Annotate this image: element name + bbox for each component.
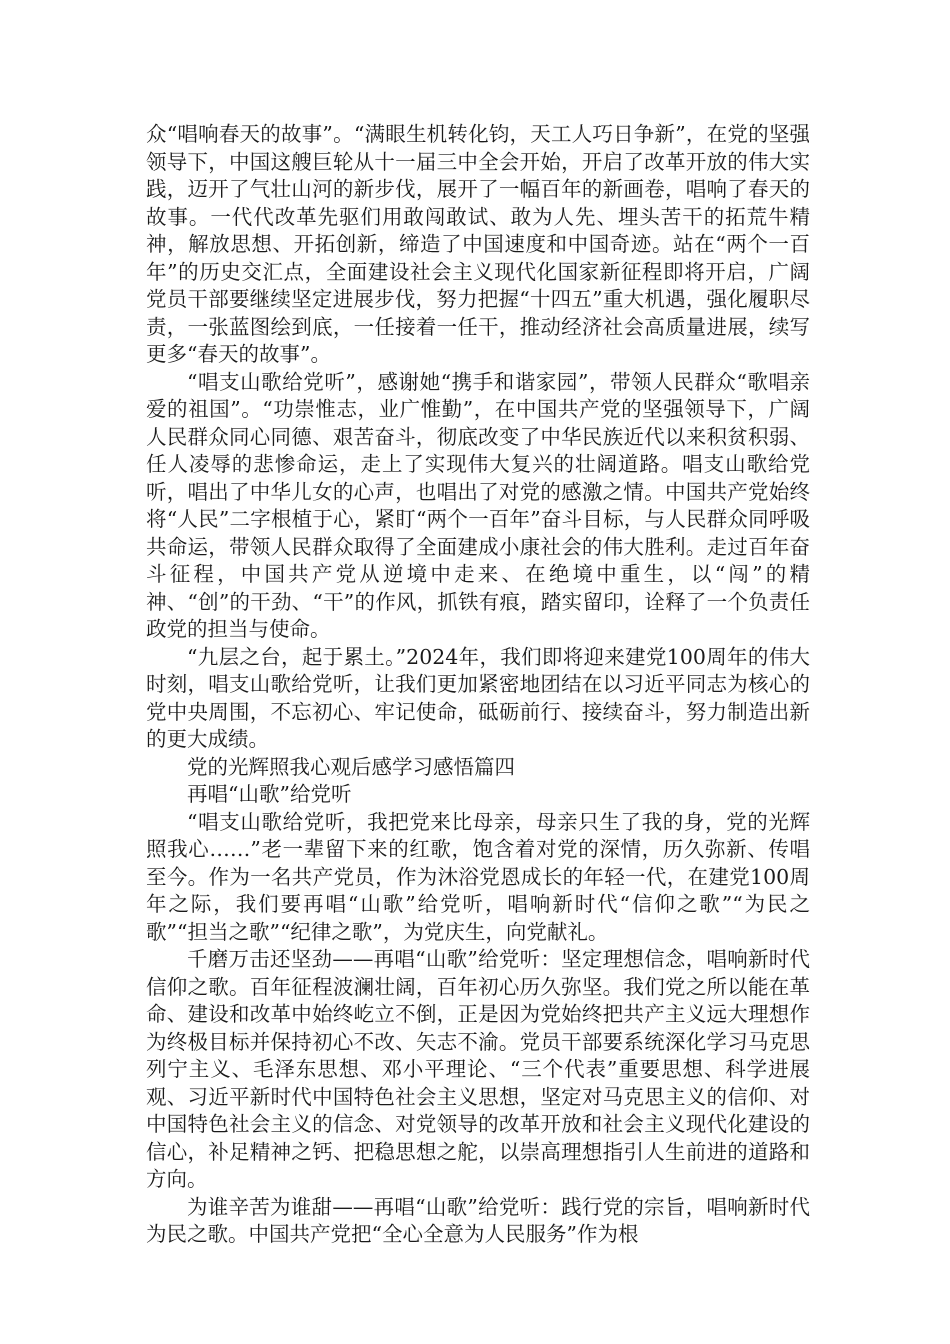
body-paragraph: “九层之台，起于累土。”2024年，我们即将迎来建党100周年的伟大时刻，唱支山歌给党听，让我们更加紧密地团结在以习近平同志为核心的党中央周围，不忘初心、牢记使命，砥砺前行、接续奋斗，努力制造出新的更大成绩。 xyxy=(146,644,810,751)
section-subtitle: 再唱“山歌”给党听 xyxy=(187,782,352,806)
body-paragraph: “唱支山歌给党听”，感谢她“携手和谐家园”，带领人民群众“歌唱亲爱的祖国”。“功崇惟志，业广惟勤”，在中国共产党的坚强领导下，广阔人民群众同心同德、艰苦奋斗，彻底改变了中华民族近代以来积贫积弱、任人凌辱的悲惨命运，走上了实现伟大复兴的壮阔道路。唱支山歌给党听，唱出了中华儿女的心声，也唱出了对党的感激之情。中国共产党始终将“人民”二字根植于心，紧盯“两个一百年”奋斗目标，与人民群众同呼吸共命运，带领人民群众取得了全面建成小康社会的伟大胜利。走过百年奋斗征程，中国共产党从逆境中走来、在绝境中重生，以“闯”的精神、“创”的干劲、“干”的作风，抓铁有痕，踏实留印，诠释了一个负责任政党的担当与使命。 xyxy=(146,369,810,641)
body-paragraph: 为谁辛苦为谁甜——再唱“山歌”给党听：践行党的宗旨，唱响新时代为民之歌。中国共产党把“全心全意为人民服务”作为根 xyxy=(146,1194,810,1246)
body-paragraph: 众“唱响春天的故事”。“满眼生机转化钧，天工人巧日争新”，在党的坚强领导下，中国这艘巨轮从十一届三中全会开始，开启了改革开放的伟大实践，迈开了气壮山河的新步伐，展开了一幅百年的新画卷，唱响了春天的故事。一代代改革先驱们用敢闯敢试、敢为人先、埋头苦干的拓荒牛精神，解放思想、开拓创新，缔造了中国速度和中国奇迹。站在“两个一百年”的历史交汇点，全面建设社会主义现代化国家新征程即将开启，广阔党员干部要继续坚定进展步伐，努力把握“十四五”重大机遇，强化履职尽责，一张蓝图绘到底，一任接着一任干，推动经济社会高质量进展，续写更多“春天的故事”。 xyxy=(146,122,810,366)
document-page xyxy=(146,121,810,1249)
body-paragraph: “唱支山歌给党听，我把党来比母亲，母亲只生了我的身，党的光辉照我心……”老一辈留下来的红歌，饱含着对党的深情，历久弥新、传唱至今。作为一名共产党员，作为沐浴党恩成长的年轻一代，在建党100周年之际，我们要再唱“山歌”给党听，唱响新时代“信仰之歌”“为民之歌”“担当之歌”“纪律之歌”，为党庆生，向党献礼。 xyxy=(146,809,810,944)
section-title: 党的光辉照我心观后感学习感悟篇四 xyxy=(187,754,515,779)
body-paragraph: 千磨万击还坚劲——再唱“山歌”给党听：坚定理想信念，唱响新时代信仰之歌。百年征程波澜壮阔，百年初心历久弥坚。我们党之所以能在革命、建设和改革中始终屹立不倒，正是因为党始终把共产主义远大理想作为终极目标并保持初心不改、矢志不渝。党员干部要系统深化学习马克思列宁主义、毛泽东思想、邓小平理论、“三个代表”重要思想、科学进展观、习近平新时代中国特色社会主义思想，坚定对马克思主义的信仰、对中国特色社会主义的信念、对党领导的改革开放和社会主义现代化建设的信心，补足精神之钙、把稳思想之舵，以崇高理想指引人生前进的道路和方向。 xyxy=(146,947,810,1191)
